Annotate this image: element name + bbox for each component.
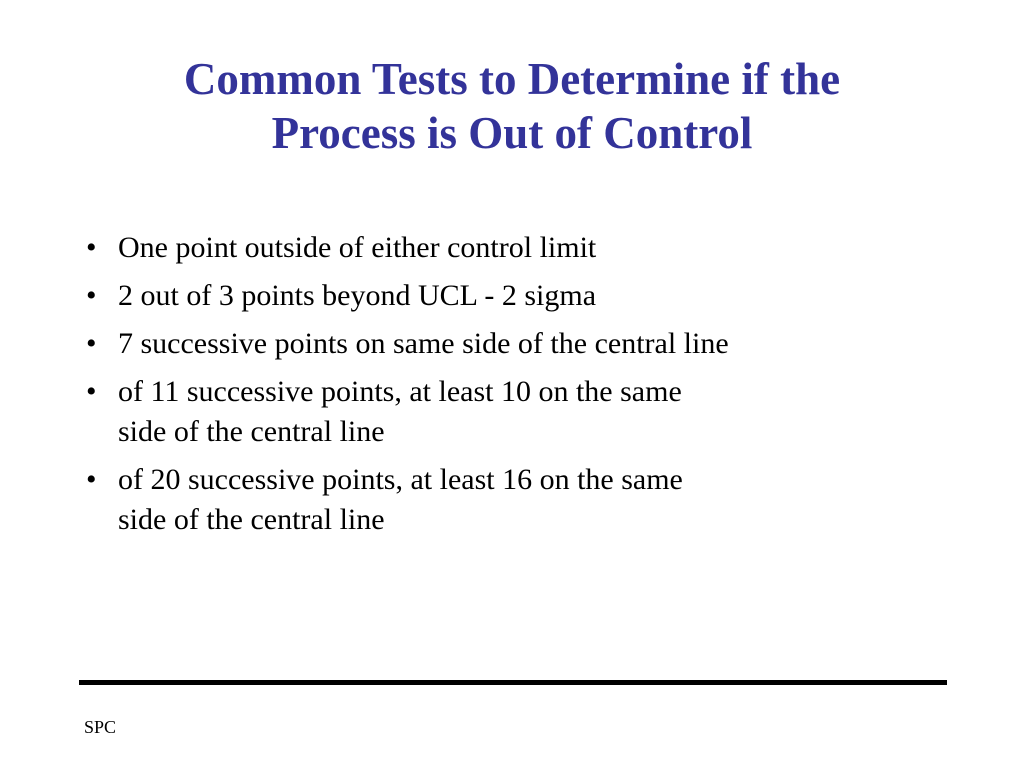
title-line-1: Common Tests to Determine if the bbox=[183, 54, 841, 104]
bullet-item bbox=[86, 324, 956, 364]
bullet-text-line-2: side of the central line bbox=[118, 503, 385, 536]
title-line-2: Process is Out of Control bbox=[271, 108, 753, 158]
bullet-item bbox=[86, 460, 956, 540]
bullet-marker: • bbox=[86, 463, 97, 496]
bullet-list bbox=[86, 228, 956, 548]
bullet-marker: • bbox=[86, 327, 97, 360]
bullet-item bbox=[86, 228, 956, 268]
bullet-text-line-1: of 20 successive points, at least 16 on the same bbox=[118, 463, 683, 496]
bullet-text: One point outside of either control limit bbox=[118, 231, 597, 264]
bullet-item bbox=[86, 276, 956, 316]
bullet-text: 7 successive points on same side of the central line bbox=[118, 327, 729, 360]
bullet-text-line-1: of 11 successive points, at least 10 on the same bbox=[118, 375, 682, 408]
bullet-marker: • bbox=[86, 375, 97, 408]
bullet-marker: • bbox=[86, 231, 97, 264]
bullet-text-line-2: side of the central line bbox=[118, 415, 385, 448]
bullet-marker: • bbox=[86, 279, 97, 312]
slide-title bbox=[60, 52, 964, 160]
bullet-text: 2 out of 3 points beyond UCL - 2 sigma bbox=[118, 279, 597, 312]
bullet-item bbox=[86, 372, 956, 452]
footer-label: SPC bbox=[84, 717, 117, 737]
footer-divider bbox=[79, 680, 947, 685]
